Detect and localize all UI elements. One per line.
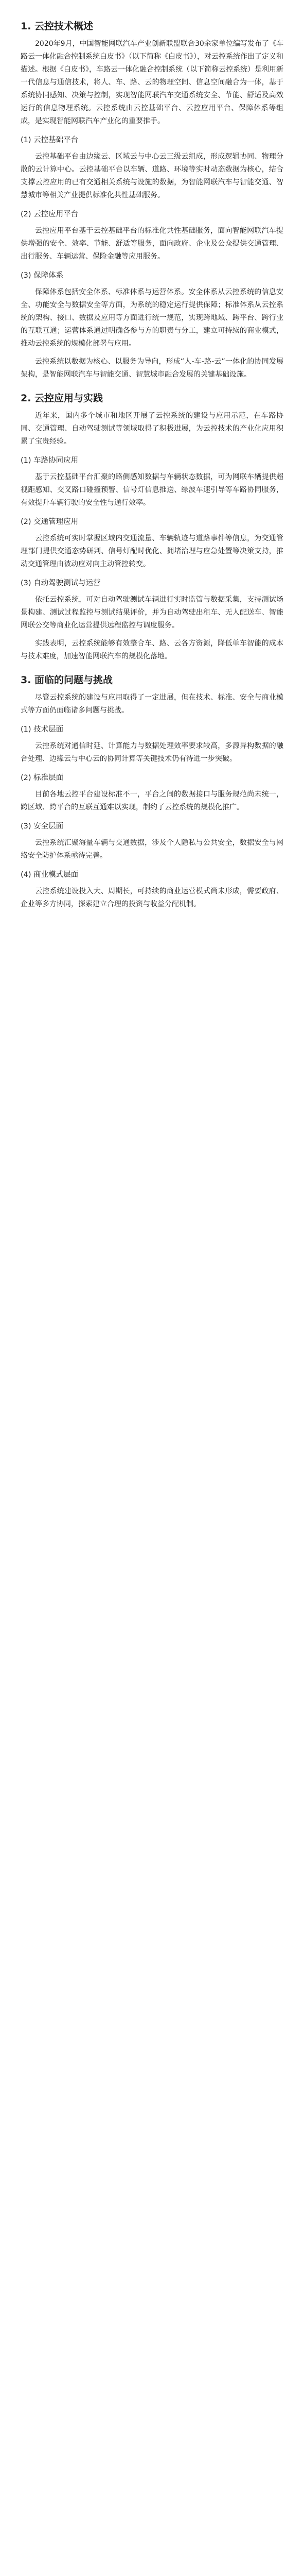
- subsection-title: (2) 交通管理应用: [21, 518, 79, 526]
- subsection-title: (1) 车路协同应用: [21, 456, 79, 465]
- paragraph: 云控系统建设投入大、周期长，可持续的商业运营模式尚未形成，需要政府、企业等多方协同，探索建立合理的投资与收益分配机制。: [21, 887, 283, 908]
- paragraph: 实践表明，云控系统能够有效整合车、路、云各方资源，降低单车智能的成本与技术难度，加速智能网联汽车的规模化落地。: [21, 639, 283, 660]
- paragraph: 保障体系包括安全体系、标准体系与运营体系。安全体系从云控系统的信息安全、功能安全与数据安全等方面，为系统的稳定运行提供保障；标准体系从云控系统的架构、接口、数据及应用等方面进行统一规范，实现跨地域、跨平台、跨行业的互联互通；运营体系通过明确各参与方的职责与分工，建立可持续的商业模式，推动云控系统的规模化部署与应用。: [21, 288, 283, 348]
- paragraph: 尽管云控系统的建设与应用取得了一定进展，但在技术、标准、安全与商业模式等方面仍面临诸多问题与挑战。: [21, 693, 283, 715]
- section-title: 3. 面临的问题与挑战: [21, 674, 113, 686]
- paragraph: 依托云控系统，可对自动驾驶测试车辆进行实时监管与数据采集，支持测试场景构建、测试过程监控与测试结果评价，并为自动驾驶出租车、无人配送车、智能网联公交等商业化运营提供远程监控与调度服务。: [21, 596, 283, 630]
- subsection-title: (3) 自动驾驶测试与运营: [21, 579, 101, 587]
- subsection-title: (4) 商业模式层面: [21, 871, 79, 879]
- paragraph: 云控系统汇聚海量车辆与交通数据，涉及个人隐私与公共安全，数据安全与网络安全防护体系亟待完善。: [21, 839, 283, 860]
- subsection-title: (1) 技术层面: [21, 725, 64, 734]
- paragraph: 云控应用平台基于云控基础平台的标准化共性基础服务，面向智能网联汽车提供增强的安全、效率、节能、舒适等服务，面向政府、企业及公众提供交通管理、出行服务、车辆运营、保险金融等应用服务。: [21, 227, 283, 261]
- section-title: 2. 云控应用与实践: [21, 393, 103, 404]
- subsection-title: (2) 云控应用平台: [21, 210, 79, 218]
- paragraph: 云控系统可实时掌握区域内交通流量、车辆轨迹与道路事件等信息，为交通管理部门提供交通态势研判、信号灯配时优化、拥堵治理与应急处置等决策支持，推动交通管理由被动应对向主动管控转变。: [21, 534, 283, 568]
- paragraph: 云控系统对通信时延、计算能力与数据处理效率要求较高，多源异构数据的融合处理、边缘云与中心云的协同计算等关键技术仍有待进一步突破。: [21, 742, 283, 763]
- paragraph: 近年来，国内多个城市和地区开展了云控系统的建设与应用示范，在车路协同、交通管理、自动驾驶测试等领域取得了积极进展，为云控技术的产业化应用积累了宝贵经验。: [21, 412, 283, 446]
- paragraph: 2020年9月，中国智能网联汽车产业创新联盟联合30余家单位编写发布了《车路云一体化融合控制系统白皮书》（以下简称《白皮书》），对云控系统作出了定义和描述。根据《白皮书》，车路云一体化融合控制系统（以下简称云控系统）是利用新一代信息与通信技术，将人、车、路、云的物理空间、信息空间融合为一体，基于系统协同感知、决策与控制，实现智能网联汽车交通系统安全、节能、舒适及高效运行的信息物理系统。云控系统由云控基础平台、云控应用平台、保障体系等组成，是实现智能网联汽车产业化的重要推手。: [21, 40, 283, 125]
- subsection-title: (2) 标准层面: [21, 774, 64, 782]
- subsection-title: (3) 安全层面: [21, 822, 64, 831]
- document-body: [21, 19, 283, 911]
- paragraph: 云控系统以数据为核心、以服务为导向，形成“人-车-路-云”一体化的协同发展架构，是智能网联汽车与智能交通、智慧城市融合发展的关键基础设施。: [21, 358, 283, 379]
- paragraph: 云控基础平台由边缘云、区域云与中心云三级云组成，形成逻辑协同、物理分散的云计算中心。云控基础平台以车辆、道路、环境等实时动态数据为核心，结合支撑云控应用的已有交通相关系统与设施的数据，为智能网联汽车与智能交通、智慧城市等相关产业提供标准化共性基础服务。: [21, 152, 283, 199]
- subsection-title: (3) 保障体系: [21, 272, 64, 280]
- paragraph: 基于云控基础平台汇聚的路侧感知数据与车辆状态数据，可为网联车辆提供超视距感知、交叉路口碰撞预警、信号灯信息推送、绿波车速引导等车路协同服务，有效提升车辆行驶的安全性与通行效率。: [21, 473, 283, 507]
- subsection-title: (1) 云控基础平台: [21, 136, 79, 144]
- paragraph: 目前各地云控平台建设标准不一，平台之间的数据接口与服务规范尚未统一，跨区域、跨平台的互联互通难以实现，制约了云控系统的规模化推广。: [21, 790, 283, 811]
- section-title: 1. 云控技术概述: [21, 21, 94, 32]
